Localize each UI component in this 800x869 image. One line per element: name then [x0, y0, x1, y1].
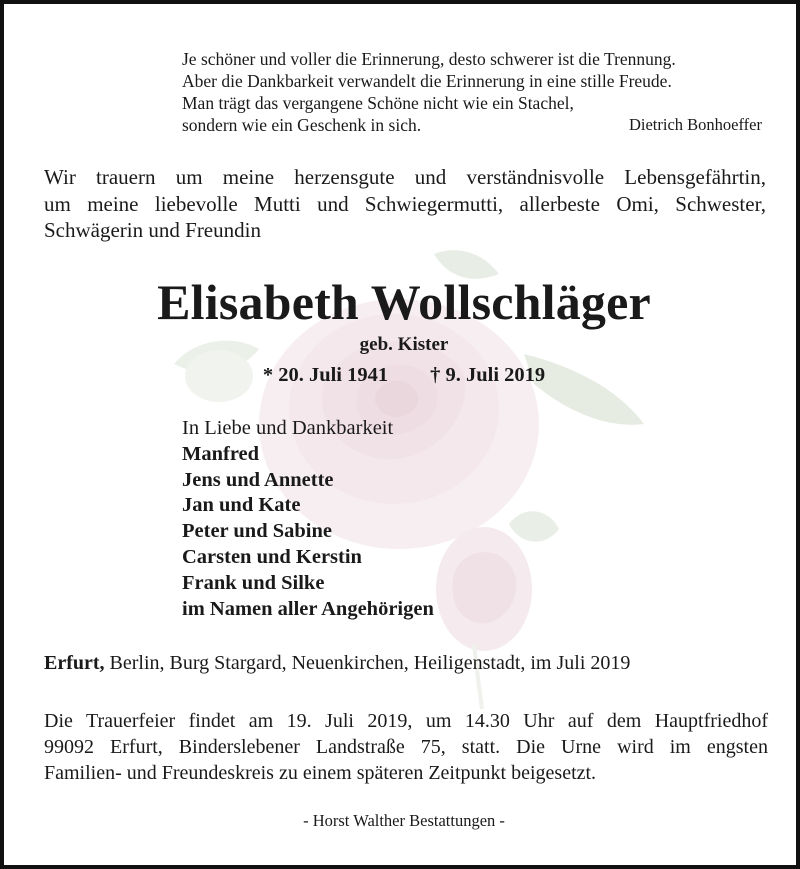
death-date: † 9. Juli 2019 [430, 364, 546, 386]
service-line: Die Trauerfeier findet am 19. Juli 2019, um 14.30 Uhr auf dem Hauptfriedhof [44, 710, 768, 732]
mourner-name: Manfred [182, 442, 260, 465]
birth-name: geb. Kister [359, 334, 449, 355]
quote-author: Dietrich Bonhoeffer [628, 115, 762, 134]
deceased-name: Elisabeth Wollschläger [157, 274, 651, 330]
place-main: Erfurt, [44, 652, 105, 674]
mourner-name: Carsten und Kerstin [182, 545, 362, 568]
quote-line: Je schöner und voller die Erinnerung, desto schwerer ist die Trennung. [182, 49, 676, 69]
mourners-heading: In Liebe und Dankbarkeit [182, 417, 394, 439]
quote-line: Aber die Dankbarkeit verwandelt die Erinnerung in eine stille Freude. [182, 71, 672, 91]
birth-date: * 20. Juli 1941 [262, 364, 389, 386]
intro-line: um meine liebevolle Mutti und Schwiegermutti, allerbeste Omi, Schwester, [44, 191, 766, 216]
intro-line: Schwägerin und Freundin [44, 218, 261, 242]
undertaker-credit: - Horst Walther Bestattungen - [303, 811, 505, 830]
service-info [44, 708, 768, 786]
mourner-name: Jens und Annette [182, 468, 334, 491]
mourner-name: im Namen aller Angehörigen [182, 597, 434, 620]
intro-text [44, 164, 766, 244]
quote-line: Man trägt das vergangene Schöne nicht wie ein Stachel, [182, 93, 574, 113]
place-rest: Berlin, Burg Stargard, Neuenkirchen, Heiligenstadt, im Juli 2019 [104, 652, 631, 674]
mourners-list [182, 416, 434, 622]
life-dates [4, 361, 800, 389]
mourner-name: Jan und Kate [182, 494, 301, 517]
service-line: 99092 Erfurt, Binderslebener Landstraße 75, statt. Die Urne wird im engsten [44, 736, 768, 758]
mourner-name: Frank und Silke [182, 571, 325, 594]
quote-block [182, 48, 768, 136]
notice-content [4, 4, 800, 869]
quote-line: sondern wie ein Geschenk in sich. [182, 115, 422, 135]
mourner-name: Peter und Sabine [182, 520, 332, 543]
service-line: Familien- und Freundeskreis zu einem späteren Zeitpunkt beigesetzt. [44, 762, 597, 784]
intro-line: Wir trauern um meine herzensgute und verständnisvolle Lebensgefährtin, [44, 165, 766, 189]
place-and-date [44, 650, 630, 676]
